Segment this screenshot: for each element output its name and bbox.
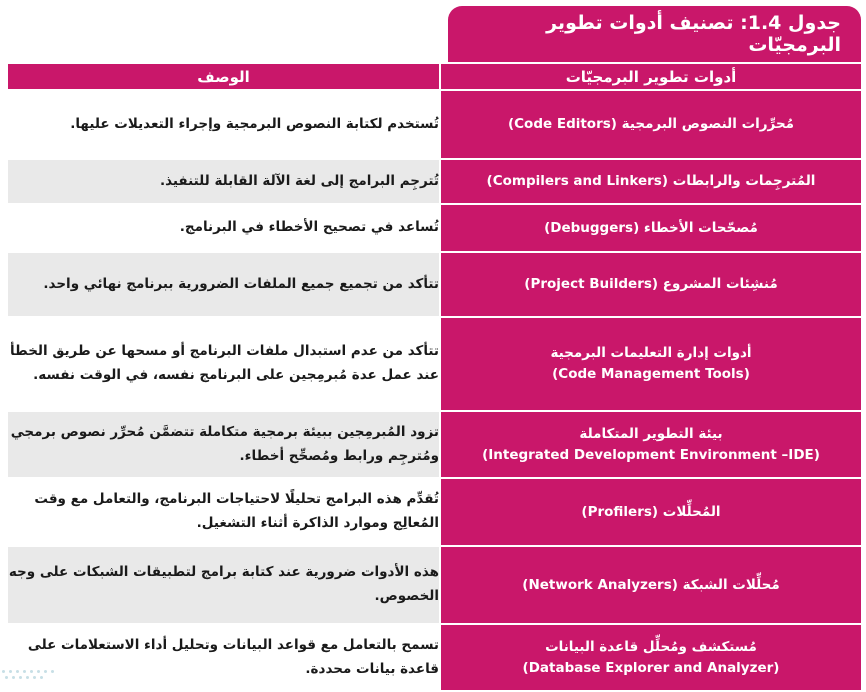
tool-name: المُترجِمات والرابطات (Compilers and Linkers) [486,173,816,190]
table-header-row [7,63,862,90]
table-row [7,317,862,411]
tool-description: تتأكد من عدم استبدال ملفات البرنامج أو مسحها عن طريق الخطأ عند عمل عدة مُبرمِجين على البرنامج نفسه، في الوقت نفسه. [7,317,440,411]
tool-name-cell [440,624,862,691]
table-row [7,90,862,159]
tool-name-cell [440,546,862,624]
tool-name: مُحلِّلات الشبكة (Network Analyzers) [522,576,780,593]
tool-name-cell [440,159,862,204]
tool-description: تُستخدم لكتابة النصوص البرمجية وإجراء التعديلات عليها. [7,90,440,159]
table-caption [448,6,861,62]
header-description: الوصف [7,63,440,90]
table-row [7,411,862,478]
table-row [7,159,862,204]
tool-name-english: (Integrated Development Environment –IDE) [482,446,820,463]
tool-description: تتأكد من تجميع جميع الملفات الضرورية ببرنامج نهائي واحد. [7,252,440,317]
tool-name: مُستكشف ومُحلِّل قاعدة البيانات [545,638,757,655]
tool-name-cell [440,204,862,252]
tool-name-english: (Code Management Tools) [552,366,750,382]
tool-name-cell [440,317,862,411]
tool-name-english: (Database Explorer and Analyzer) [522,659,780,676]
header-tools: أدوات تطوير البرمجيّات [440,63,862,90]
tool-description: تزود المُبرمِجين ببيئة برمجية متكاملة تتضمَّن مُحرِّر نصوص برمجي ومُترجِم ورابط ومُصحِّح أخطاء. [7,411,440,478]
tool-name: مُنشِئات المشروع (Project Builders) [524,276,778,293]
tool-name-cell [440,90,862,159]
table-caption-text: جدول 1.4: تصنيف أدوات تطوير البرمجيّات [546,12,841,56]
tool-description: تسمح بالتعامل مع قواعد البيانات وتحليل أداء الاستعلامات على قاعدة بيانات محددة. [7,624,440,691]
table-row [7,624,862,691]
tool-name: بيئة التطوير المتكاملة [579,425,723,442]
tool-name-cell [440,478,862,546]
table-row [7,478,862,546]
tool-description: تُترجِم البرامج إلى لغة الآلة القابلة للتنفيذ. [7,159,440,204]
table-row [7,546,862,624]
tool-name: مُحرِّرات النصوص البرمجية (Code Editors) [507,116,795,133]
tool-name-cell [440,252,862,317]
tool-name: المُحلِّلات (Profilers) [581,503,721,520]
tools-table [6,62,863,692]
tool-name-cell [440,411,862,478]
table-row [7,204,862,252]
tool-description: تُساعد في تصحيح الأخطاء في البرنامج. [7,204,440,252]
tool-name: أدوات إدارة التعليمات البرمجية [550,345,752,362]
table-row [7,252,862,317]
tool-description: هذه الأدوات ضرورية عند كتابة برامج لتطبيقات الشبكات على وجه الخصوص. [7,546,440,624]
decorative-dots [2,668,62,682]
tool-description: تُقدِّم هذه البرامج تحليلًا لاحتياجات البرنامج، والتعامل مع وقت المُعالِج وموارد الذاكرة أثناء التشغيل. [7,478,440,546]
tool-name: مُصحّحات الأخطاء (Debuggers) [544,219,758,236]
